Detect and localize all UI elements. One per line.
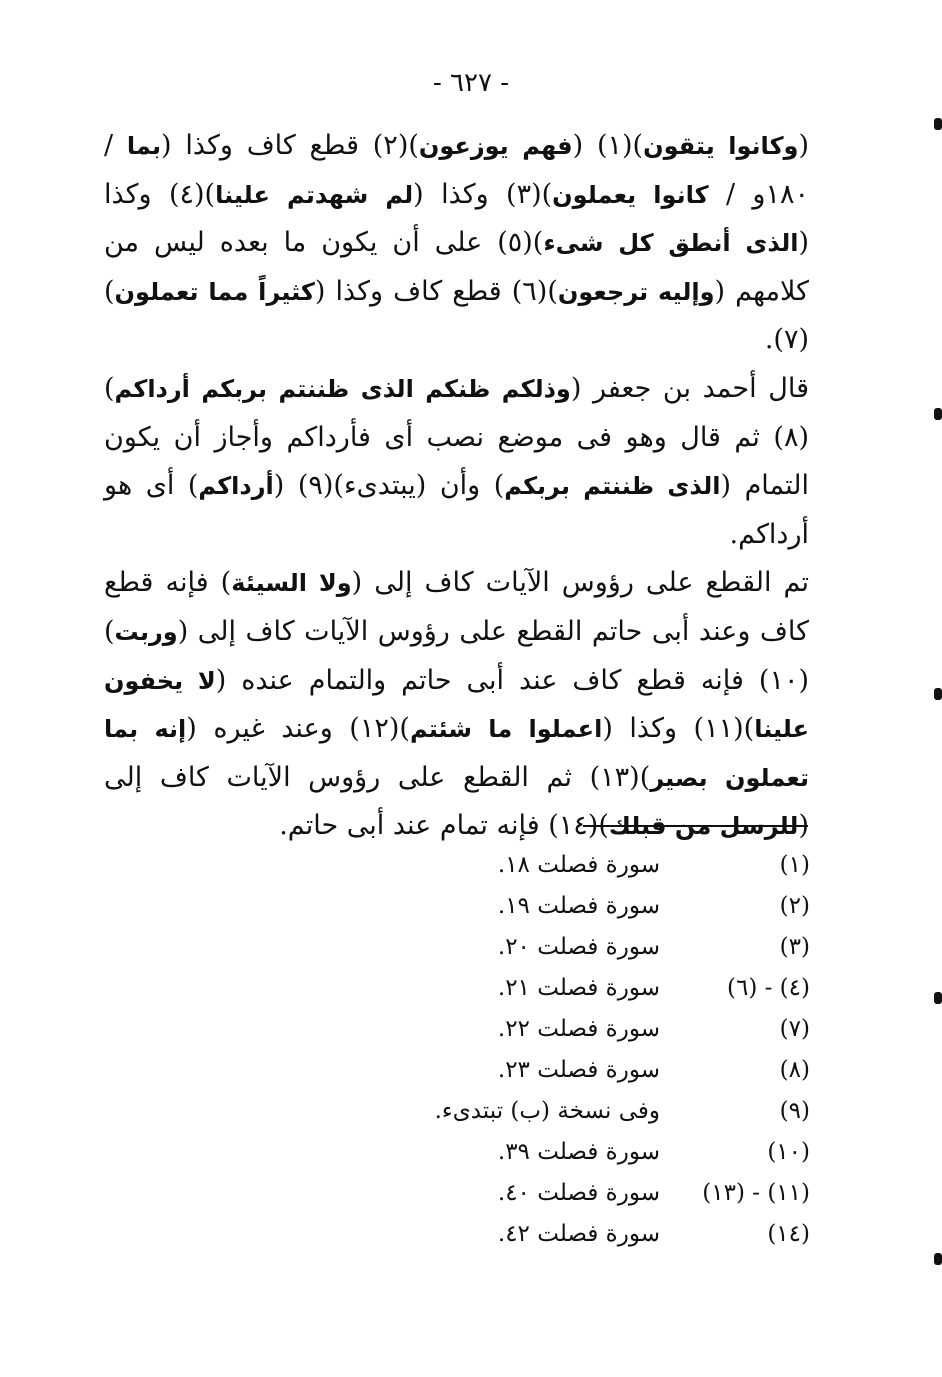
- quran-quote: وربت: [114, 617, 178, 646]
- text-segment: )(٣) وكذا (: [413, 178, 553, 210]
- footnote-number: (١): [779, 852, 810, 878]
- footnote: [380, 1050, 810, 1091]
- text-segment: ) أى هو أرداكم.: [104, 470, 809, 550]
- text-segment: )(١٠) فإنه قطع كاف عند أبى حاتم والتمام عنده (: [104, 615, 809, 696]
- quran-quote: للرسل من قبلك: [608, 812, 799, 841]
- footnote-text: سورة فصلت ١٨.: [497, 852, 660, 878]
- quran-quote: لم شهدتم علينا: [215, 180, 414, 209]
- scan-margin-mark: [934, 408, 942, 420]
- quran-quote: اعملوا ما شئتم: [409, 715, 603, 744]
- page-number: - ٦٢٧ -: [432, 68, 510, 98]
- text-segment: قال أحمد بن جعفر (: [570, 372, 809, 404]
- text-segment: )(٧).: [104, 275, 809, 356]
- footnote-text: سورة فصلت ٢٠.: [497, 934, 660, 960]
- footnote-text: سورة فصلت ٣٩.: [497, 1139, 660, 1165]
- footnotes: [380, 845, 810, 1255]
- footnote-number: (١١) - (١٣): [702, 1180, 810, 1206]
- footnote: [380, 1214, 810, 1255]
- quran-quote: الذى ظننتم بربكم: [504, 472, 721, 501]
- footnote-number: (٢): [779, 893, 810, 919]
- main-text: [104, 122, 809, 851]
- text-segment: )(١) (: [572, 130, 644, 161]
- footnote-text: وفى نسخة (ب) تبتدىء.: [434, 1098, 660, 1124]
- footnote-text: سورة فصلت ٢٣.: [497, 1057, 660, 1083]
- quran-quote: بما: [126, 132, 162, 160]
- footnote-number: (٧): [779, 1016, 810, 1042]
- footnote-divider: [583, 825, 808, 827]
- scan-margin-mark: [934, 1253, 942, 1265]
- footnote-text: سورة فصلت ٢١.: [497, 975, 660, 1001]
- scan-margin-mark: [934, 992, 942, 1004]
- footnote: [380, 1009, 810, 1050]
- footnote: [380, 1132, 810, 1173]
- scan-margin-mark: [934, 688, 942, 700]
- quran-quote: وإليه ترجعون: [557, 277, 715, 306]
- footnote-number: (٣): [779, 934, 810, 960]
- text-segment: )(٥) على أن يكون ما بعده ليس من كلامهم (: [104, 227, 809, 307]
- quran-quote: أرداكم: [198, 472, 274, 501]
- quran-quote: كانوا يعملون: [552, 180, 709, 209]
- text-segment: )(٤) وكذا (: [104, 178, 809, 259]
- text-segment: )(١١) وكذا (: [602, 713, 755, 745]
- text-segment: ) وأن (يبتدىء)(٩) (: [273, 470, 505, 502]
- quran-quote: ولا السيئة: [231, 569, 352, 598]
- footnote-number: (١٠): [767, 1139, 810, 1165]
- text-segment: )(١٣) ثم القطع على رؤوس الآيات كاف إلى (: [104, 761, 809, 842]
- footnote-number: (١٤): [767, 1221, 810, 1247]
- text-segment: (: [798, 130, 809, 161]
- quran-quote: إنه بما تعملون بصير: [104, 715, 809, 792]
- footnote-text: سورة فصلت ١٩.: [497, 893, 660, 919]
- footnote-number: (٨): [779, 1057, 810, 1083]
- quran-quote: لا يخفون علينا: [104, 666, 809, 744]
- text-segment: )(١٢) وعند غيره (: [186, 713, 410, 745]
- text-segment: )(١٤) فإنه تمام عند أبى حاتم.: [279, 810, 609, 842]
- text-segment: )(٢) قطع كاف وكذا (: [161, 130, 419, 161]
- footnote-text: سورة فصلت ٤٢.: [497, 1221, 660, 1247]
- paragraph: [104, 365, 809, 559]
- quran-quote: وكانوا يتقون: [643, 132, 799, 160]
- footnote: [380, 886, 810, 927]
- footnote: [380, 1091, 810, 1132]
- quran-quote: الذى أنطق كل شىء: [543, 229, 799, 258]
- footnote-number: (٤) - (٦): [726, 975, 810, 1001]
- text-segment: )(٦) قطع كاف وكذا (: [314, 275, 558, 307]
- quran-quote: كثيراً مما تعملون: [114, 277, 315, 306]
- text-segment: / ١٨٠و /: [104, 130, 809, 210]
- paragraph: [104, 122, 809, 365]
- text-segment: ) فإنه قطع كاف وعند أبى حاتم القطع على رؤوس الآيات كاف إلى (: [104, 567, 809, 647]
- footnote: [380, 1173, 810, 1214]
- paragraph: [104, 559, 809, 851]
- quran-quote: فهم يوزعون: [418, 132, 573, 160]
- footnote-text: سورة فصلت ٢٢.: [497, 1016, 660, 1042]
- text-segment: تم القطع على رؤوس الآيات كاف إلى (: [351, 567, 810, 599]
- footnote: [380, 968, 810, 1009]
- text-segment: )(٨) ثم قال وهو فى موضع نصب أى فأرداكم وأجاز أن يكون التمام (: [104, 372, 810, 502]
- scan-margin-mark: [934, 118, 942, 130]
- quran-quote: وذلكم ظنكم الذى ظننتم بربكم أرداكم: [114, 374, 571, 403]
- footnote: [380, 845, 810, 886]
- footnote-text: سورة فصلت ٤٠.: [497, 1180, 660, 1206]
- footnote: [380, 927, 810, 968]
- footnote-number: (٩): [779, 1098, 810, 1124]
